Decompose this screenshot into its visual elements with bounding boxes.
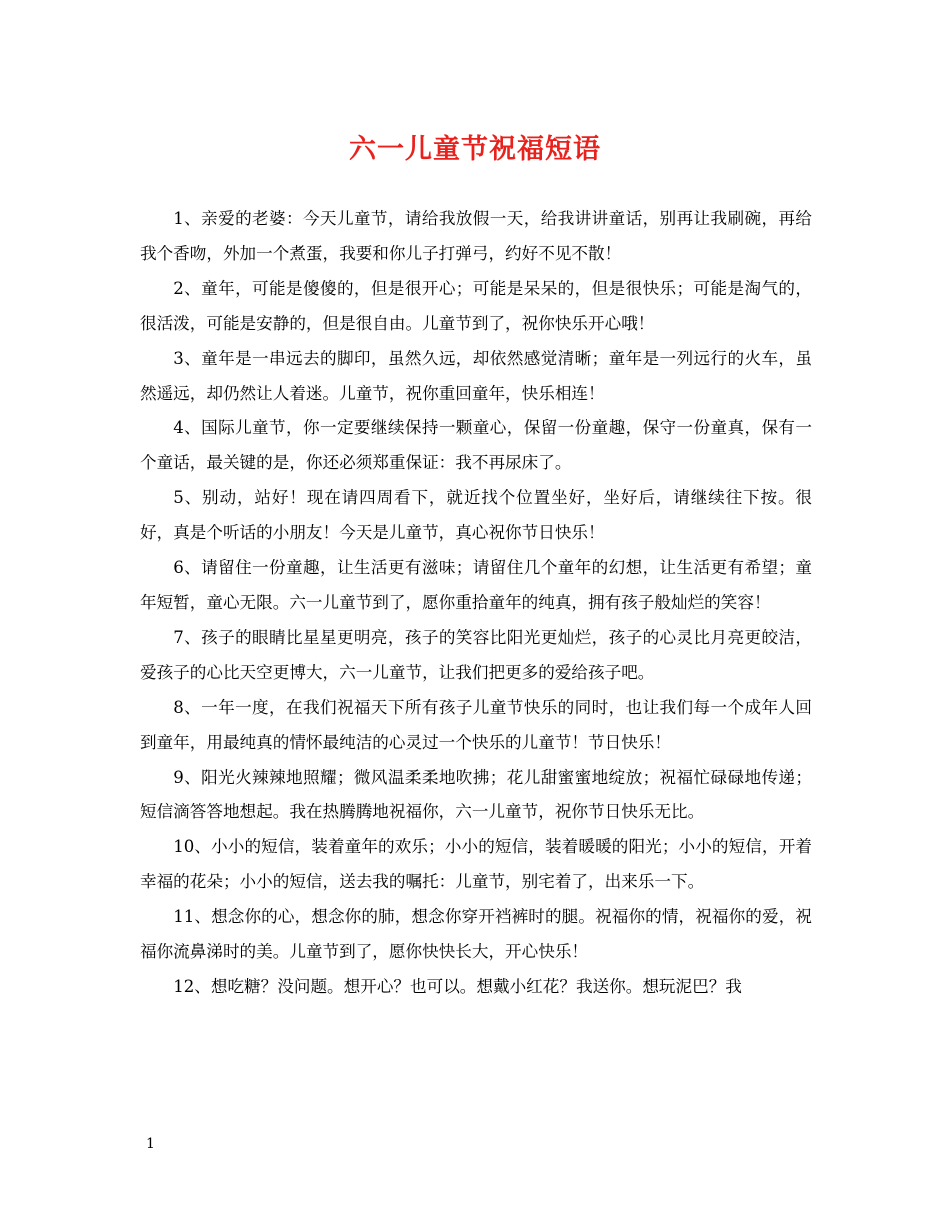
paragraph-3: 3、童年是一串远去的脚印，虽然久远，却依然感觉清晰；童年是一列远行的火车，虽然遥远，却仍然让人着迷。儿童节，祝你重回童年，快乐相连！ [140,348,812,403]
paragraph-8: 8、一年一度，在我们祝福天下所有孩子儿童节快乐的同时，也让我们每一个成年人回到童年，用最纯真的情怀最纯洁的心灵过一个快乐的儿童节！节日快乐！ [140,697,812,752]
page-number: 1 [146,1136,155,1152]
paragraph-10: 10、小小的短信，装着童年的欢乐；小小的短信，装着暖暖的阳光；小小的短信，开着幸福的花朵；小小的短信，送去我的嘱托：儿童节，别宅着了，出来乐一下。 [140,837,812,892]
paragraph-1: 1、亲爱的老婆：今天儿童节，请给我放假一天，给我讲讲童话，别再让我刷碗，再给我个香吻，外加一个煮蛋，我要和你儿子打弹弓，约好不见不散！ [140,209,812,263]
paragraph-4: 4、国际儿童节，你一定要继续保持一颗童心，保留一份童趣，保守一份童真，保有一个童话，最关键的是，你还必须郑重保证：我不再尿床了。 [140,418,812,473]
paragraph-2: 2、童年，可能是傻傻的，但是很开心；可能是呆呆的，但是很快乐；可能是淘气的，很活泼，可能是安静的，但是很自由。儿童节到了，祝你快乐开心哦！ [140,278,812,333]
page-title: 六一儿童节祝福短语 [349,134,601,165]
document-body [140,202,812,1005]
paragraph-9: 9、阳光火辣辣地照耀；微风温柔柔地吹拂；花儿甜蜜蜜地绽放；祝福忙碌碌地传递；短信滴答答地想起。我在热腾腾地祝福你，六一儿童节，祝你节日快乐无比。 [140,767,812,822]
paragraph-5: 5、别动，站好！现在请四周看下，就近找个位置坐好，坐好后，请继续往下按。很好，真是个听话的小朋友！今天是儿童节，真心祝你节日快乐！ [140,488,812,543]
paragraph-7: 7、孩子的眼睛比星星更明亮，孩子的笑容比阳光更灿烂，孩子的心灵比月亮更皎洁，爱孩子的心比天空更博大，六一儿童节，让我们把更多的爱给孩子吧。 [140,627,812,682]
paragraph-12: 12、想吃糖？没问题。想开心？也可以。想戴小红花？我送你。想玩泥巴？我 [173,976,742,996]
paragraph-11: 11、想念你的心，想念你的肺，想念你穿开裆裤时的腿。祝福你的情，祝福你的爱，祝福你流鼻涕时的美。儿童节到了，愿你快快长大，开心快乐！ [140,907,812,962]
paragraph-6: 6、请留住一份童趣，让生活更有滋味；请留住几个童年的幻想，让生活更有希望；童年短暂，童心无限。六一儿童节到了，愿你重拾童年的纯真，拥有孩子般灿烂的笑容！ [140,558,812,612]
